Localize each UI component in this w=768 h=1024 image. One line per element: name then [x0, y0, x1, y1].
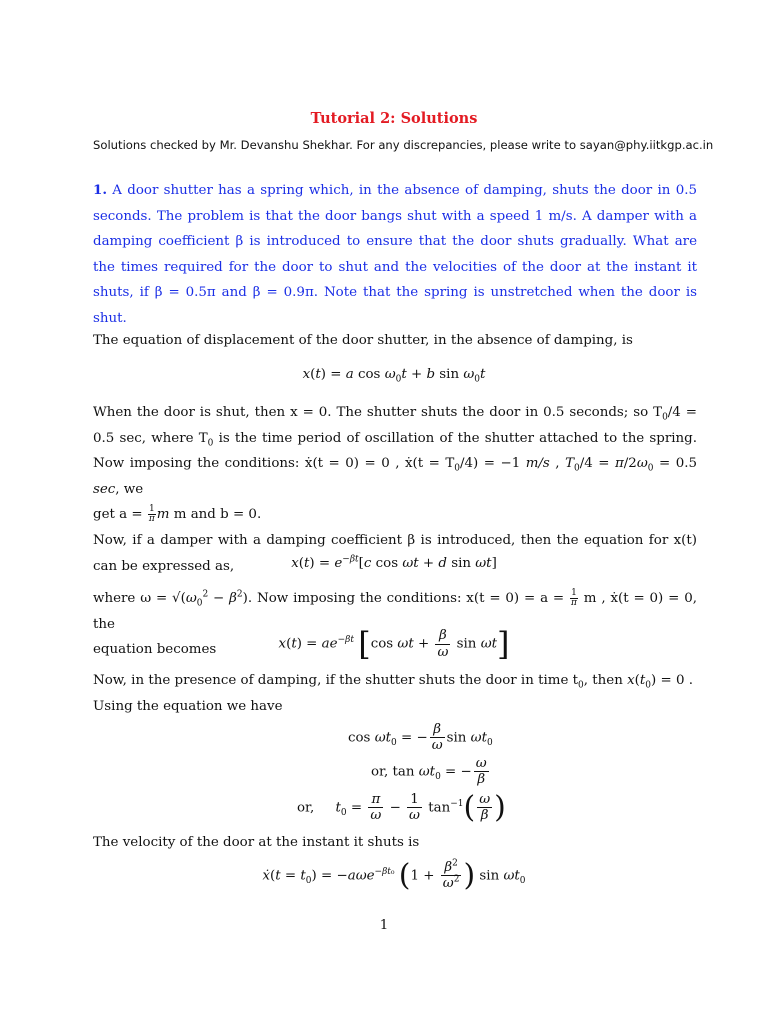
equation-tan-condition: or, $\tan \omega t_0$ = − $\frac{\omega}{\beta}$ — [371, 756, 487, 788]
paragraph-shut-time: Now, in the presence of damping, if the shutter shuts the door in time $t_0$, then $x(t_0) = 0$ . Using the equation we have — [93, 673, 693, 714]
equation-velocity: ẋ(t = $t_0) = -a\omega e^{-\beta t_0}$ (1 + $\frac{\beta^2}{\omega^2}$ ) $\sin \omega t_0$ — [262, 857, 526, 893]
paragraph-omega: where $\omega = √(\omega_0^2 - \beta^2)$. Now imposing the conditions: x(t = 0) = a = $\frac{1}{\pi}$ m , ẋ(t = 0) = 0, the equation becomes — [93, 587, 697, 658]
problem-statement — [93, 178, 697, 332]
credits-line: Solutions checked by Mr. Devanshu Shekhar. For any discrepancies, please write to sayan@phy.iitkgp.ac.in — [93, 138, 714, 152]
problem-text: A door shutter has a spring which, in the absence of damping, shuts the door in 0.5 seconds. The problem is that the door bangs shut with a speed 1 m/s. A damper with a damping coefficient β is introduced to ensure that the door shuts gradually. What are the times required for the door to shut and the velocities of the door at the instant it shuts, if β = 0.5π and β = 0.9π. Note that the spring is unstretched when the door is shut. — [93, 183, 698, 326]
paragraph-velocity: The velocity of the door at the instant it shuts is — [93, 835, 420, 850]
paragraph-conditions: When the door is shut, then x = 0. The shutter shuts the door in 0.5 seconds; so $T_0/4 = 0.5$ sec, where $T_0$ is the time period of oscillation of the shutter attached to the spring. Now imposing the conditions: ẋ(t = 0) = 0 , ẋ(t = $T_0/4) = -1$ m/s , $T_0/4 = \pi/2\omega_0 = 0.5$ sec, we get a = $\frac{1}{\pi}$ m m and b = 0. Now, if a damper with a damping coefficient β is introduced, then the equation for x(t) can be expressed as, — [93, 405, 697, 574]
equation-damped-solution: $x(t) = ae^{-\beta t}$ [cos ωt + $\frac{\beta}{\omega}$ sin ωt] — [278, 625, 510, 663]
equation-damped-general: $x(t) = e^{-\beta t}[c$ cos ωt + d sin ωt] — [291, 554, 497, 571]
page-number: 1 — [379, 918, 389, 933]
solution-intro: The equation of displacement of the door shutter, in the absence of damping, is — [93, 333, 633, 348]
paragraph-damper: Now, if a damper with a damping coefficient β is introduced, then the equation for x(t) can be expressed as, — [93, 532, 697, 574]
problem-number: 1. — [93, 182, 107, 198]
page-title: Tutorial 2: Solutions — [310, 110, 478, 127]
equation-cos-condition: $\cos \omega t_0$ = − $\frac{\beta}{\omega}$ $\sin \omega t_0$ — [348, 722, 493, 754]
equation-shut-time: or, $t_0$ = $\frac{\pi}{\omega}$ − $\frac{1}{\omega}$ $\tan^{-1}$( $\frac{\omega}{\beta}$ ) — [297, 789, 506, 825]
equation-undamped: x(t) = a $\cos \omega_0t + b$ $\sin \omega_0t$ — [302, 367, 486, 385]
